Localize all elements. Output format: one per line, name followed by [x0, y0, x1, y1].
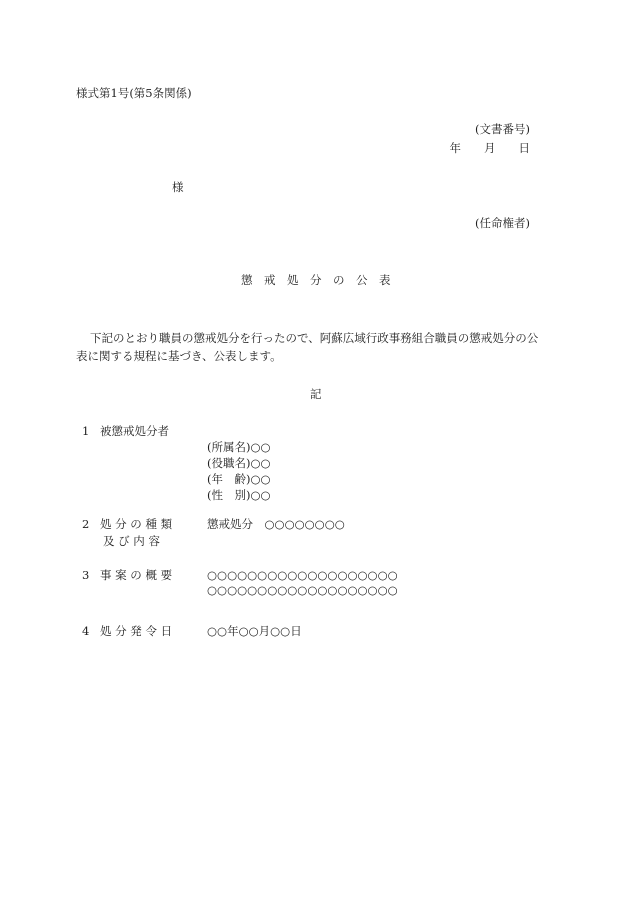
- item-number: 2: [82, 517, 90, 531]
- item-value-line: (役職名)○○: [207, 456, 271, 470]
- appointing-authority: (任命権者): [475, 216, 530, 230]
- item-value-line: ○○○○○○○○○○○○○○○○○○○: [207, 568, 398, 582]
- item-label: 被懲戒処分者: [100, 424, 169, 438]
- item-value-line: ○○○○○○○○○○○○○○○○○○○: [207, 583, 398, 597]
- item-value-line: ○○年○○月○○日: [207, 624, 302, 638]
- item-value-line: 懲戒処分 ○○○○○○○○: [207, 517, 345, 531]
- item-value-line: (年 齢)○○: [207, 472, 271, 486]
- item-label: 処 分 の 種 類: [100, 517, 173, 531]
- item-label: 及 び 内 容: [103, 534, 160, 548]
- item-label: 処 分 発 令 日: [100, 624, 173, 638]
- page-title: 懲 戒 処 分 の 公 表: [241, 273, 391, 287]
- document-number: (文書番号): [475, 122, 530, 136]
- item-number: 3: [82, 568, 90, 582]
- form-label: 様式第1号(第5条関係): [76, 86, 192, 100]
- body-line-2: 表に関する規程に基づき、公表します。: [76, 349, 282, 363]
- item-number: 1: [82, 424, 90, 438]
- item-value-line: (性 別)○○: [207, 488, 271, 502]
- recipient-suffix: 様: [172, 180, 184, 194]
- item-number: 4: [82, 624, 90, 638]
- item-value-line: (所属名)○○: [207, 440, 271, 454]
- item-label: 事 案 の 概 要: [100, 568, 173, 582]
- body-line-1: 下記のとおり職員の懲戒処分を行ったので、阿蘇広域行政事務組合職員の懲戒処分の公: [90, 331, 539, 345]
- date-line: 年 月 日: [449, 141, 530, 155]
- ki-heading: 記: [310, 387, 322, 401]
